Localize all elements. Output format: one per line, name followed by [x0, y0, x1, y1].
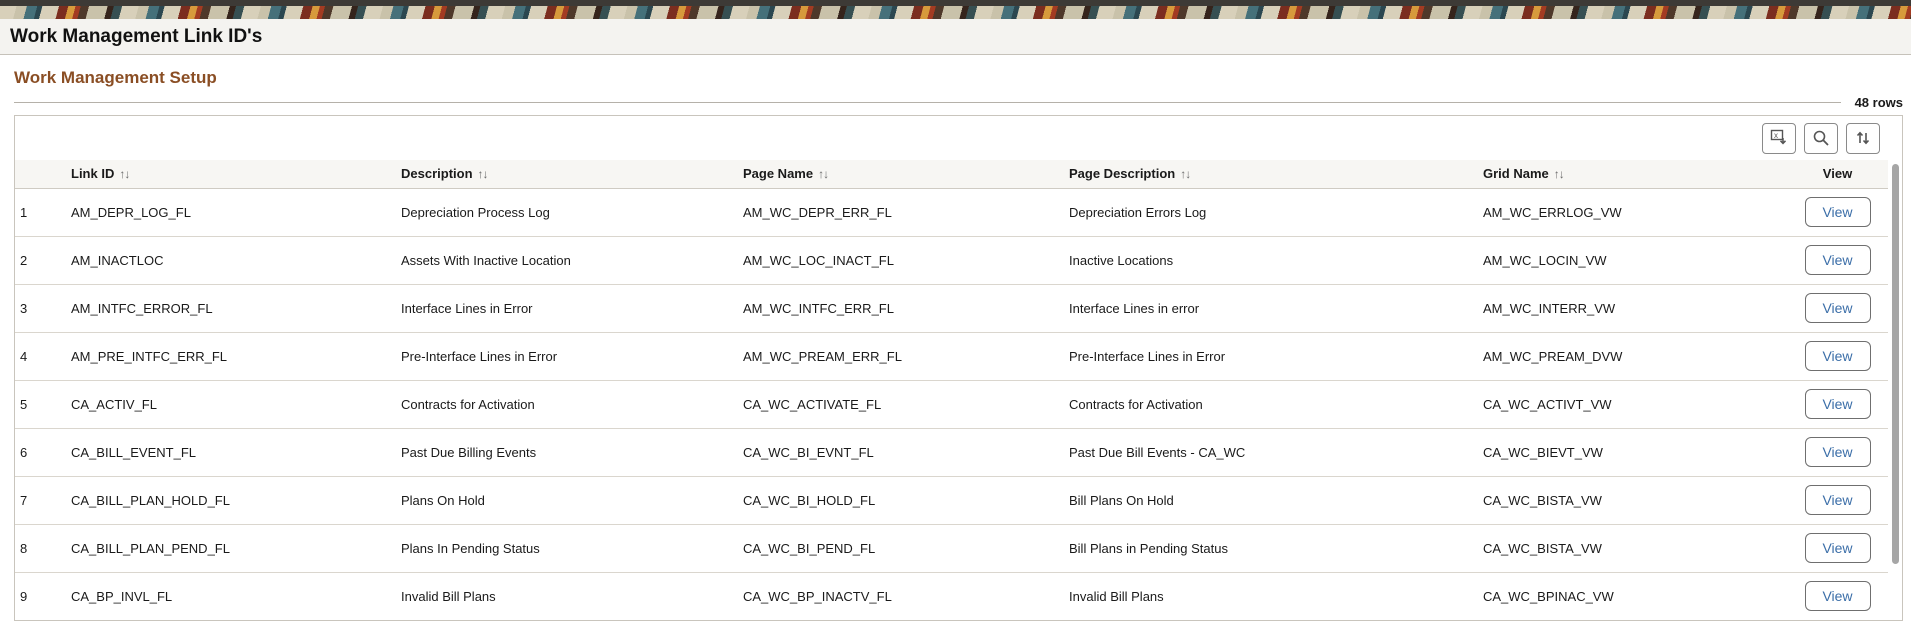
cell-link-id: AM_INTFC_ERROR_FL: [67, 284, 397, 332]
view-button[interactable]: View: [1805, 245, 1871, 275]
cell-grid-name: AM_WC_PREAM_DVW: [1479, 332, 1787, 380]
column-sort-icon: ↑↓: [1553, 167, 1564, 182]
scrollbar-thumb[interactable]: [1892, 164, 1899, 564]
cell-page-name: CA_WC_BI_PEND_FL: [739, 524, 1065, 572]
cell-link-id: CA_ACTIV_FL: [67, 380, 397, 428]
row-number: 8: [15, 524, 67, 572]
cell-link-id: AM_PRE_INTFC_ERR_FL: [67, 332, 397, 380]
grid-header: [15, 160, 1888, 188]
table-row: [15, 476, 1888, 524]
cell-description: Plans In Pending Status: [397, 524, 739, 572]
cell-page-description: Contracts for Activation: [1065, 380, 1479, 428]
view-button[interactable]: View: [1805, 437, 1871, 467]
cell-grid-name: AM_WC_LOCIN_VW: [1479, 236, 1787, 284]
page-title: Work Management Link ID's: [10, 25, 263, 47]
cell-link-id: CA_BILL_EVENT_FL: [67, 428, 397, 476]
cell-page-description: Bill Plans in Pending Status: [1065, 524, 1479, 572]
cell-page-description: Depreciation Errors Log: [1065, 188, 1479, 236]
cell-page-name: CA_WC_BP_INACTV_FL: [739, 572, 1065, 620]
cell-page-description: Past Due Bill Events - CA_WC: [1065, 428, 1479, 476]
cell-description: Assets With Inactive Location: [397, 236, 739, 284]
cell-grid-name: CA_WC_BIEVT_VW: [1479, 428, 1787, 476]
row-number: 9: [15, 572, 67, 620]
row-number: 3: [15, 284, 67, 332]
section-title: Work Management Setup: [14, 68, 217, 87]
cell-page-description: Bill Plans On Hold: [1065, 476, 1479, 524]
header-link-id[interactable]: Link ID ↑↓: [67, 160, 397, 188]
view-button[interactable]: View: [1805, 485, 1871, 515]
cell-grid-name: CA_WC_ACTIVT_VW: [1479, 380, 1787, 428]
cell-page-name: CA_WC_ACTIVATE_FL: [739, 380, 1065, 428]
cell-link-id: CA_BILL_PLAN_HOLD_FL: [67, 476, 397, 524]
cell-grid-name: CA_WC_BPINAC_VW: [1479, 572, 1787, 620]
cell-grid-name: AM_WC_INTERR_VW: [1479, 284, 1787, 332]
row-number: 6: [15, 428, 67, 476]
cell-description: Contracts for Activation: [397, 380, 739, 428]
page-header: [0, 19, 1911, 55]
table-row: [15, 284, 1888, 332]
cell-page-name: AM_WC_INTFC_ERR_FL: [739, 284, 1065, 332]
column-sort-icon: ↑↓: [818, 167, 829, 182]
cell-page-name: AM_WC_LOC_INACT_FL: [739, 236, 1065, 284]
svg-text:x: x: [1774, 131, 1778, 140]
cell-description: Invalid Bill Plans: [397, 572, 739, 620]
cell-page-description: Invalid Bill Plans: [1065, 572, 1479, 620]
row-number: 7: [15, 476, 67, 524]
decorative-banner: [0, 6, 1911, 19]
column-sort-icon: ↑↓: [477, 167, 488, 182]
table-row: [15, 380, 1888, 428]
table-row: [15, 428, 1888, 476]
cell-page-description: Inactive Locations: [1065, 236, 1479, 284]
cell-page-name: CA_WC_BI_HOLD_FL: [739, 476, 1065, 524]
table-row: [15, 524, 1888, 572]
cell-page-name: AM_WC_DEPR_ERR_FL: [739, 188, 1065, 236]
grid-toolbar: [15, 116, 1902, 160]
content-area: [0, 68, 1911, 621]
section-divider: [14, 102, 1841, 103]
header-page-name[interactable]: Page Name ↑↓: [739, 160, 1065, 188]
header-grid-name[interactable]: Grid Name ↑↓: [1479, 160, 1787, 188]
column-sort-icon: ↑↓: [119, 167, 130, 182]
table-row: [15, 188, 1888, 236]
cell-description: Depreciation Process Log: [397, 188, 739, 236]
table-body: [15, 188, 1888, 620]
cell-link-id: CA_BP_INVL_FL: [67, 572, 397, 620]
header-description[interactable]: Description ↑↓: [397, 160, 739, 188]
work-management-grid: [15, 160, 1888, 620]
row-number: 4: [15, 332, 67, 380]
cell-grid-name: CA_WC_BISTA_VW: [1479, 524, 1787, 572]
cell-link-id: AM_DEPR_LOG_FL: [67, 188, 397, 236]
table-row: [15, 332, 1888, 380]
cell-description: Past Due Billing Events: [397, 428, 739, 476]
cell-page-description: Pre-Interface Lines in Error: [1065, 332, 1479, 380]
header-page-description[interactable]: Page Description ↑↓: [1065, 160, 1479, 188]
view-button[interactable]: View: [1805, 293, 1871, 323]
view-button[interactable]: View: [1805, 341, 1871, 371]
cell-link-id: AM_INACTLOC: [67, 236, 397, 284]
cell-description: Plans On Hold: [397, 476, 739, 524]
cell-grid-name: AM_WC_ERRLOG_VW: [1479, 188, 1787, 236]
cell-link-id: CA_BILL_PLAN_PEND_FL: [67, 524, 397, 572]
cell-description: Interface Lines in Error: [397, 284, 739, 332]
table-row: [15, 236, 1888, 284]
search-button[interactable]: [1804, 123, 1838, 154]
grid-container: [14, 115, 1903, 621]
row-number: 2: [15, 236, 67, 284]
sort-icon: [1854, 129, 1872, 147]
search-icon: [1812, 129, 1830, 147]
row-number: 5: [15, 380, 67, 428]
export-grid-icon: [1770, 129, 1788, 147]
cell-page-name: AM_WC_PREAM_ERR_FL: [739, 332, 1065, 380]
section-divider-row: [14, 95, 1903, 110]
view-button[interactable]: View: [1805, 197, 1871, 227]
view-button[interactable]: View: [1805, 581, 1871, 611]
table-row: [15, 572, 1888, 620]
cell-page-name: CA_WC_BI_EVNT_FL: [739, 428, 1065, 476]
vertical-scrollbar[interactable]: [1891, 162, 1900, 617]
view-button[interactable]: View: [1805, 533, 1871, 563]
cell-grid-name: CA_WC_BISTA_VW: [1479, 476, 1787, 524]
sort-button[interactable]: [1846, 123, 1880, 154]
cell-page-description: Interface Lines in error: [1065, 284, 1479, 332]
cell-description: Pre-Interface Lines in Error: [397, 332, 739, 380]
header-row-number: [15, 160, 67, 188]
view-button[interactable]: View: [1805, 389, 1871, 419]
row-count-label: 48 rows: [1854, 95, 1903, 110]
export-grid-button[interactable]: [1762, 123, 1796, 154]
row-number: 1: [15, 188, 67, 236]
header-view: View: [1787, 160, 1888, 188]
column-sort-icon: ↑↓: [1180, 167, 1191, 182]
